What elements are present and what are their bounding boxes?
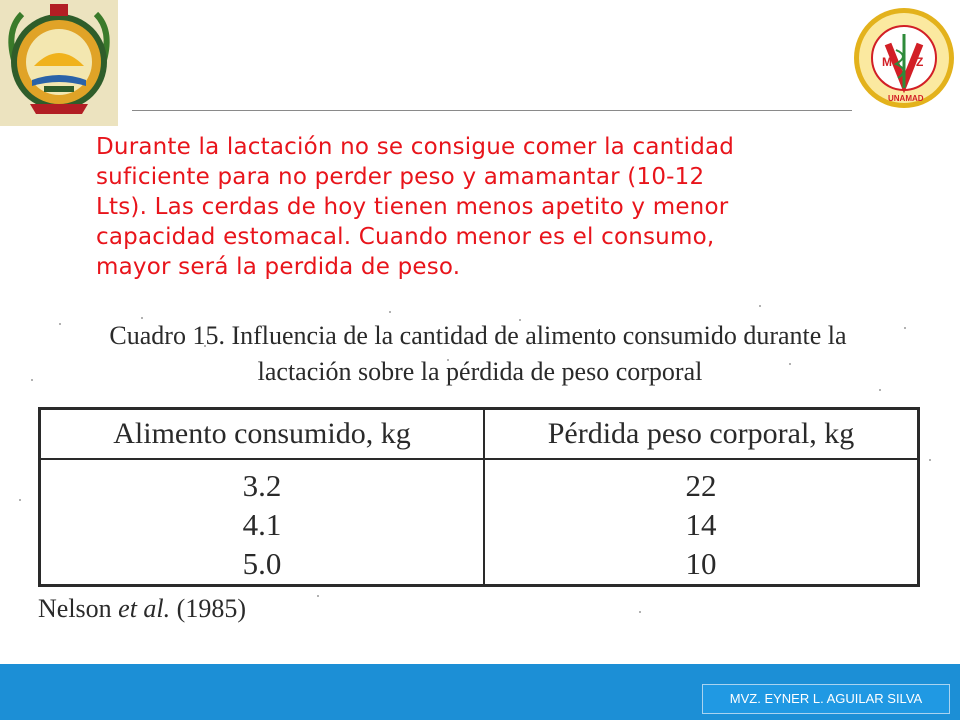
intro-line: Lts). Las cerdas de hoy tienen menos apetito y menor — [96, 194, 729, 220]
caption-line: lactación sobre la pérdida de peso corporal — [257, 357, 703, 386]
mvz-seal-icon — [852, 4, 956, 112]
intro-line: mayor será la perdida de peso. — [96, 254, 461, 280]
intro-line: suficiente para no perder peso y amamantar (10-12 — [96, 164, 705, 190]
source-etal: et al. — [118, 594, 171, 623]
table-cell: 4.1 — [242, 507, 282, 542]
source-year: (1985) — [176, 594, 246, 623]
table-cell: 3.2 — [242, 468, 282, 503]
header-perdida: Pérdida peso corporal, kg — [484, 409, 919, 460]
intro-line: Durante la lactación no se consigue comer la cantidad — [96, 134, 735, 160]
svg-text:Z: Z — [916, 55, 924, 69]
svg-text:UNAMAD: UNAMAD — [888, 94, 924, 103]
table-cell: 10 — [685, 546, 717, 581]
intro-paragraph — [96, 132, 896, 282]
table-cell: 14 — [685, 507, 717, 542]
table-caption — [0, 318, 960, 390]
svg-text:M: M — [882, 55, 892, 69]
table-row — [40, 459, 919, 586]
alimento-values — [40, 459, 485, 586]
university-crest-icon — [0, 0, 118, 126]
intro-line: capacidad estomacal. Cuando menor es el consumo, — [96, 224, 715, 250]
header-divider — [132, 110, 852, 111]
feed-weight-table — [38, 407, 920, 587]
table-cell: 5.0 — [242, 546, 282, 581]
header-alimento: Alimento consumido, kg — [40, 409, 485, 460]
table-source — [38, 594, 246, 624]
perdida-values — [484, 459, 919, 586]
table-cell: 22 — [685, 468, 717, 503]
footer-author: MVZ. EYNER L. AGUILAR SILVA — [702, 684, 950, 714]
table-header-row — [40, 409, 919, 460]
caption-line: Cuadro 15. Influencia de la cantidad de alimento consumido durante la — [109, 321, 847, 350]
source-authors: Nelson — [38, 594, 112, 623]
